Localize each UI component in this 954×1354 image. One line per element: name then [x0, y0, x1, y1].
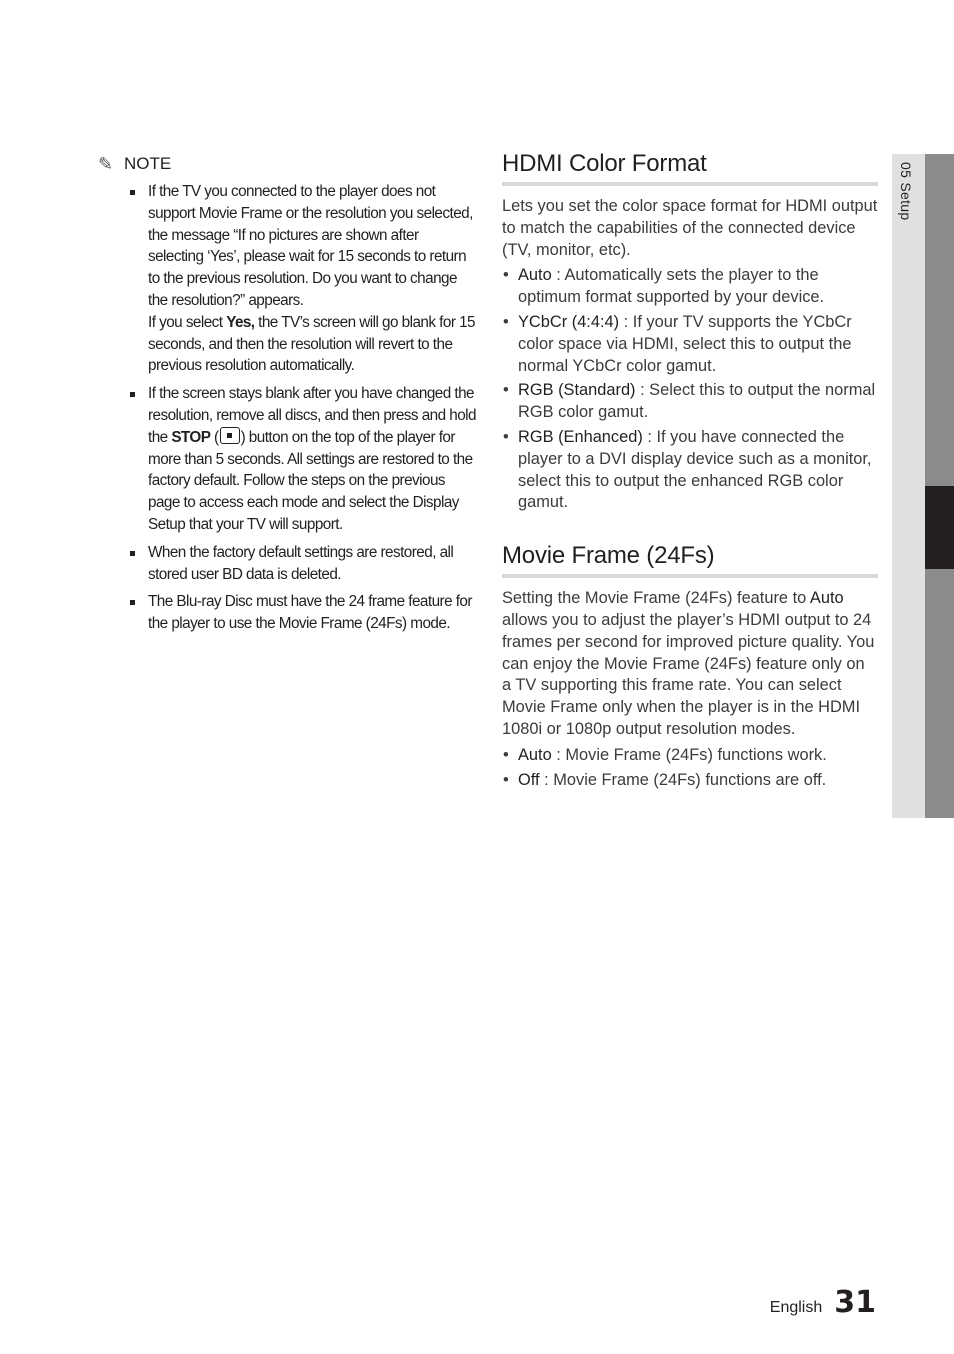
- note-heading: [98, 153, 476, 175]
- option-item: • RGB (Standard) : Select this to output the normal RGB color gamut.: [503, 381, 876, 422]
- option-item: • YCbCr (4:4:4) : If your TV supports the YCbCr color space via HDMI, select this to output the normal YCbCr color gamut.: [503, 312, 852, 375]
- section-intro: Lets you set the color space format for HDMI output to match the capabilities of the connected device (TV, monitor, etc).: [502, 197, 878, 259]
- pencil-icon: ✎: [98, 153, 114, 174]
- page-number: 31: [834, 1285, 876, 1320]
- option-item: • Auto : Movie Frame (24Fs) functions work.: [503, 745, 827, 764]
- language-label: English: [769, 1299, 823, 1316]
- section-title: Movie Frame (24Fs): [502, 542, 878, 578]
- option-item: • Off : Movie Frame (24Fs) functions are off.: [503, 770, 827, 789]
- main-content: [502, 150, 878, 794]
- option-item: • RGB (Enhanced) : If you have connected the player to a DVI display device such as a monitor, select this to output the enhanced RGB color gamut.: [503, 427, 872, 512]
- page-footer: [770, 1285, 876, 1320]
- section-title: HDMI Color Format: [502, 150, 878, 186]
- option-list: [502, 745, 878, 792]
- square-bullet-icon: [130, 600, 135, 605]
- section-intro: Setting the Movie Frame (24Fs) feature to Auto allows you to adjust the player’s HDMI output to 24 frames per second for improved picture quality. You can enjoy the Movie Frame (24Fs) feature only on a TV supporting this frame rate. You can select Movie Frame only when the player is in the HDMI 1080i or 1080p output resolution modes.: [502, 589, 875, 738]
- square-bullet-icon: [130, 190, 135, 195]
- chapter-label: 05 Setup: [898, 162, 914, 221]
- note-item: The Blu-ray Disc must have the 24 frame feature for the player to use the Movie Frame (24Fs) mode.: [98, 591, 476, 635]
- option-list: [502, 265, 878, 514]
- hdmi-color-format-section: [502, 150, 878, 514]
- chapter-side-tab: [892, 154, 954, 818]
- chapter-marker: [925, 486, 954, 569]
- option-item: • Auto : Automatically sets the player to the optimum format supported by your device.: [503, 266, 825, 307]
- square-bullet-icon: [130, 551, 135, 556]
- square-bullet-icon: [130, 392, 135, 397]
- note-section: [98, 153, 476, 641]
- note-item: If the screen stays blank after you have changed the resolution, remove all discs, and then press and hold the STOP ( ) button on the top of the player for more than 5 seconds. All settings are restored to the factory default. Follow the steps on the previous page to access each mode and select the Display Setup that your TV will support.: [98, 383, 476, 536]
- note-list: [98, 181, 476, 635]
- movie-frame-section: [502, 542, 878, 791]
- stop-button-icon: [220, 427, 240, 444]
- note-item: When the factory default settings are restored, all stored user BD data is deleted.: [98, 542, 476, 586]
- note-item: If the TV you connected to the player does not support Movie Frame or the resolution you selected, the message “If no pictures are shown after selecting ‘Yes’, please wait for 15 seconds to return to the previous resolution. Do you want to change the resolution?” appears. If you select Yes, the TV’s screen will go blank for 15 seconds, and then the resolution will revert to the previous resolution automatically.: [98, 181, 476, 377]
- note-label: NOTE: [124, 154, 172, 173]
